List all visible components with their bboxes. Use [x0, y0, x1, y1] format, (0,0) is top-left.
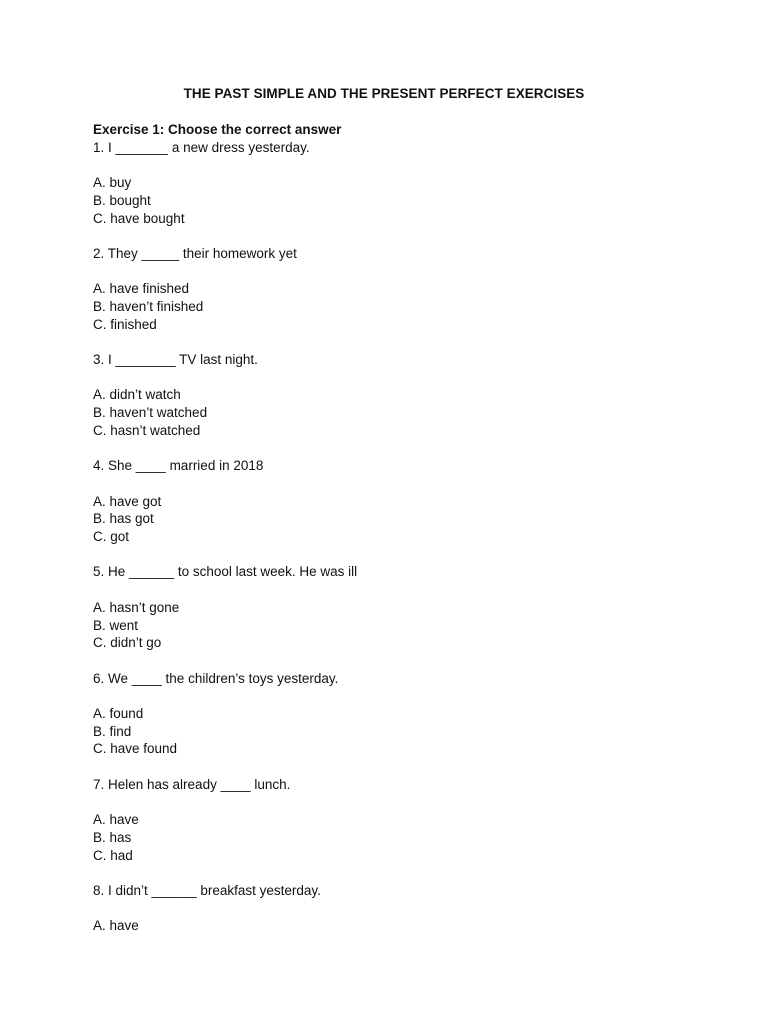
document-title: THE PAST SIMPLE AND THE PRESENT PERFECT EXERCISES — [183, 86, 585, 101]
answer-option: A. have — [93, 918, 139, 934]
exercise-heading: Exercise 1: Choose the correct answer — [93, 122, 342, 137]
exercise-content — [93, 121, 713, 953]
answer-option: A. buy — [93, 175, 132, 191]
answer-option: B. has got — [93, 511, 154, 527]
answer-option: A. didn’t watch — [93, 387, 181, 403]
answer-option: C. got — [93, 529, 130, 545]
question-text: 8. I didn’t ______ breakfast yesterday. — [93, 883, 321, 899]
answer-option: C. didn’t go — [93, 635, 162, 651]
answer-option: A. have — [93, 812, 139, 828]
question-text: 7. Helen has already ____ lunch. — [93, 776, 291, 792]
answer-option: A. found — [93, 706, 144, 722]
question-text: 3. I ________ TV last night. — [93, 352, 258, 368]
question-block — [93, 882, 713, 935]
question-block — [93, 776, 713, 865]
question-text: 6. We ____ the children’s toys yesterday. — [93, 670, 339, 686]
answer-option: B. has — [93, 829, 132, 845]
answer-option: B. find — [93, 723, 132, 739]
answer-option: C. hasn’t watched — [93, 422, 201, 438]
answer-options — [93, 386, 713, 439]
answer-options — [93, 705, 713, 758]
question-block — [93, 457, 713, 546]
answer-options — [93, 174, 713, 227]
answer-options — [93, 599, 713, 652]
answer-option: C. have found — [93, 741, 178, 757]
answer-option: A. have finished — [93, 281, 190, 297]
answer-option: B. haven’t watched — [93, 405, 208, 421]
answer-option: B. went — [93, 617, 139, 633]
answer-option: C. have bought — [93, 210, 185, 226]
question-block — [93, 670, 713, 759]
question-text: 1. I _______ a new dress yesterday. — [93, 139, 310, 155]
question-block — [93, 139, 713, 228]
question-block — [93, 563, 713, 652]
answer-option: C. finished — [93, 316, 157, 332]
question-text: 5. He ______ to school last week. He was ill — [93, 564, 358, 580]
answer-option: B. bought — [93, 192, 151, 208]
answer-option: C. had — [93, 847, 133, 863]
question-text: 4. She ____ married in 2018 — [93, 458, 264, 474]
answer-options — [93, 917, 713, 935]
question-block — [93, 351, 713, 440]
answer-options — [93, 493, 713, 546]
answer-options — [93, 811, 713, 864]
question-text: 2. They _____ their homework yet — [93, 245, 297, 261]
answer-option: A. have got — [93, 493, 162, 509]
answer-option: B. haven’t finished — [93, 298, 204, 314]
answer-option: A. hasn’t gone — [93, 599, 180, 615]
answer-options — [93, 280, 713, 333]
question-block — [93, 245, 713, 334]
